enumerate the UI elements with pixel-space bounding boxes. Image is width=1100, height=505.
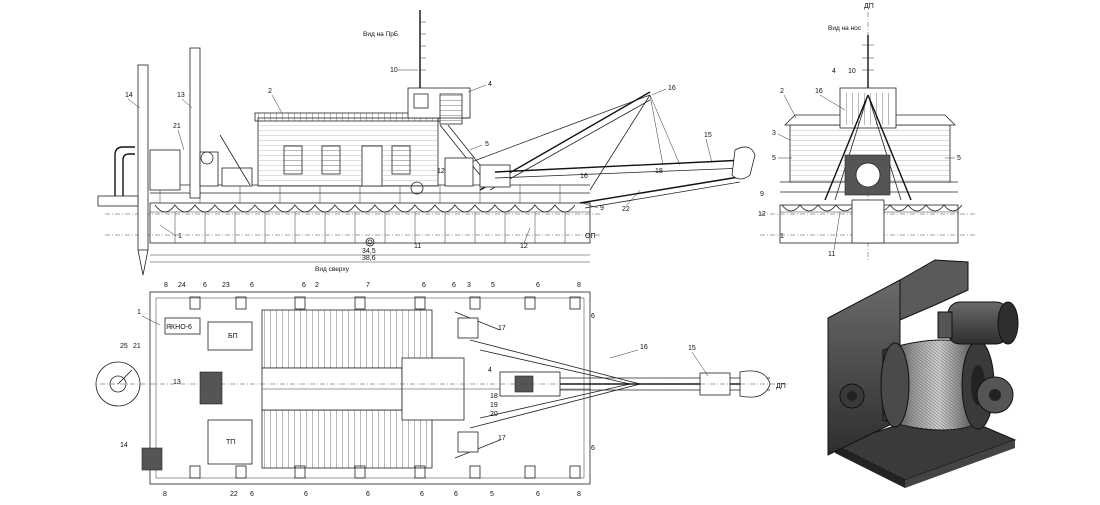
top-label-17b: 17	[498, 435, 506, 442]
top-label-6c: 6	[302, 282, 306, 289]
side-label-14: 14	[125, 92, 133, 99]
top-label-6l: 6	[420, 491, 424, 498]
winch-photo	[828, 260, 1018, 488]
side-hull	[150, 203, 590, 243]
side-label-15: 15	[704, 132, 712, 139]
top-label-16: 16	[640, 344, 648, 351]
top-label-bp: БП	[228, 333, 238, 340]
side-label-11: 11	[414, 243, 422, 250]
top-label-19: 19	[490, 402, 498, 409]
top-label-25: 25	[120, 343, 128, 350]
top-label-8d: 8	[577, 491, 581, 498]
bow-label-3: 3	[772, 130, 776, 137]
top-label-6g: 6	[591, 313, 595, 320]
bow-label-12: 12	[758, 211, 766, 218]
side-label-13: 13	[177, 92, 185, 99]
bow-label-4: 4	[832, 68, 836, 75]
bow-label-5a: 5	[772, 155, 776, 162]
side-view	[98, 10, 755, 275]
top-label-18: 18	[490, 393, 498, 400]
side-label-1: 1	[178, 233, 182, 240]
top-label-24: 24	[178, 282, 186, 289]
top-view-title: Вид сверху	[315, 266, 349, 273]
top-label-dp: ДП	[776, 383, 786, 390]
top-label-8a: 8	[164, 282, 168, 289]
side-label-16b: 16	[580, 173, 588, 180]
side-label-21: 21	[173, 123, 181, 130]
top-label-3: 3	[467, 282, 471, 289]
side-label-18: 18	[655, 168, 663, 175]
top-label-6i: 6	[250, 491, 254, 498]
side-label-12a: 12	[437, 168, 445, 175]
side-label-op: ОП	[585, 233, 596, 240]
side-label-4: 4	[488, 81, 492, 88]
top-label-tp: ТП	[226, 439, 236, 446]
top-label-17a: 17	[498, 325, 506, 332]
top-label-4: 4	[488, 367, 492, 374]
bow-label-5b: 5	[957, 155, 961, 162]
top-label-ykno: ЯКНО-6	[166, 324, 192, 331]
top-label-6d: 6	[422, 282, 426, 289]
top-label-7: 7	[366, 282, 370, 289]
cutter-head	[732, 147, 755, 179]
top-label-20: 20	[490, 411, 498, 418]
bow-label-9: 9	[760, 191, 764, 198]
top-label-6n: 6	[536, 491, 540, 498]
top-label-5: 5	[491, 282, 495, 289]
dim-label-1: 34,5	[362, 248, 376, 255]
bow-label-2: 2	[780, 88, 784, 95]
top-label-6e: 6	[452, 282, 456, 289]
bow-label-10: 10	[848, 68, 856, 75]
top-label-6f: 6	[536, 282, 540, 289]
top-view	[96, 266, 790, 498]
side-label-5: 5	[485, 141, 489, 148]
bow-label-16: 16	[815, 88, 823, 95]
side-label-2: 2	[268, 88, 272, 95]
side-label-16: 16	[668, 85, 676, 92]
side-label-9: 9	[600, 205, 604, 212]
top-label-8b: 8	[577, 282, 581, 289]
bow-view	[758, 3, 975, 262]
bow-view-title: Вид на нос	[828, 25, 862, 32]
top-label-21: 21	[133, 343, 141, 350]
top-label-6a: 6	[203, 282, 207, 289]
bow-label-1: 1	[780, 233, 784, 240]
top-label-15: 15	[688, 345, 696, 352]
side-label-12b: 12	[520, 243, 528, 250]
top-label-14: 14	[120, 442, 128, 449]
top-label-13: 13	[173, 379, 181, 386]
dim-label-2: 38,6	[362, 255, 376, 262]
top-label-6b: 6	[250, 282, 254, 289]
top-label-6m: 6	[454, 491, 458, 498]
side-label-10: 10	[390, 67, 398, 74]
spud-pile-14	[138, 65, 148, 250]
side-view-title: Вид на ПрБ	[363, 31, 399, 38]
top-label-22: 22	[230, 491, 238, 498]
top-label-23: 23	[222, 282, 230, 289]
top-label-6j: 6	[304, 491, 308, 498]
top-label-8c: 8	[163, 491, 167, 498]
bow-label-dp: ДП	[864, 3, 874, 10]
side-label-22: 22	[622, 206, 630, 213]
top-label-6h: 6	[591, 445, 595, 452]
top-label-5b: 5	[490, 491, 494, 498]
bow-label-11: 11	[828, 251, 836, 258]
top-label-1: 1	[137, 309, 141, 316]
spud-pile-13	[190, 48, 200, 198]
top-label-2: 2	[315, 282, 319, 289]
top-label-6k: 6	[366, 491, 370, 498]
